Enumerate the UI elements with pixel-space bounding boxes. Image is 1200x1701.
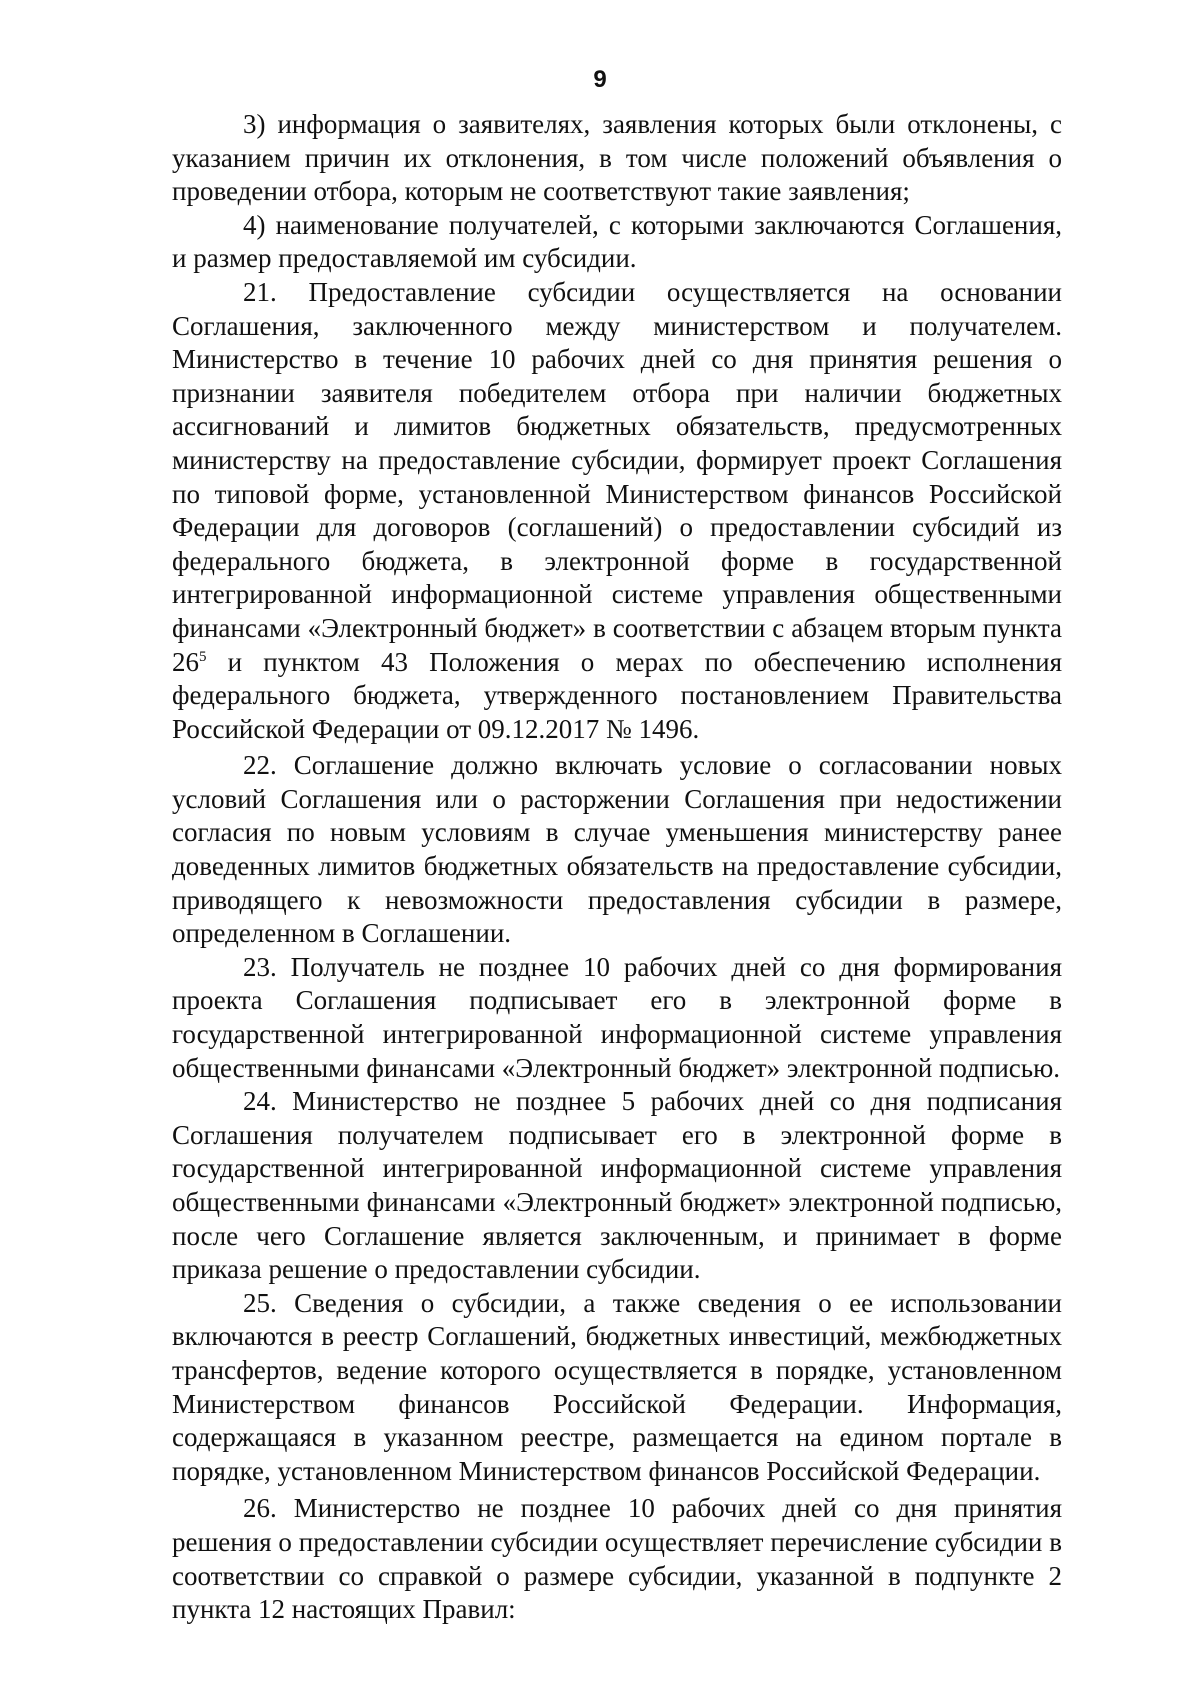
page-number: 9 bbox=[593, 66, 607, 93]
superscript-5: 5 bbox=[199, 648, 207, 665]
paragraph-item-3: 3) информация о заявителях, заявления которых были отклонены, с указанием причин их отклонения, в том числе положений объявления о проведении отбора, которым не соответствуют такие заявления; bbox=[172, 109, 1062, 207]
paragraph-21-text-after: и пунктом 43 Положения о мерах по обеспечению исполнения федерального бюджета, утвержденного постановлением Правительства Российской Федерации от 09.12.2017 № 1496. bbox=[172, 646, 1062, 744]
paragraph-25: 25. Сведения о субсидии, а также сведения о ее использовании включаются в реестр Соглашений, бюджетных инвестиций, межбюджетных трансфертов, ведение которого осуществляется в порядке, установленном Министерством финансов Российской Федерации. Информация, содержащаяся в указанном реестре, размещается на едином портале в порядке, установленном Министерством финансов Российской Федерации. bbox=[172, 1287, 1062, 1486]
paragraph-23: 23. Получатель не позднее 10 рабочих дней со дня формирования проекта Соглашения подписывает его в электронной форме в государственной интегрированной информационной системе управления общественными финансами «Электронный бюджет» электронной подписью. bbox=[172, 951, 1062, 1083]
document-body bbox=[172, 108, 1062, 1627]
paragraph-21 bbox=[172, 276, 1062, 746]
paragraph-26: 26. Министерство не позднее 10 рабочих дней со дня принятия решения о предоставлении субсидии осуществляет перечисление субсидии в соответствии со справкой о размере субсидии, указанной в подпункте 2 пункта 12 настоящих Правил: bbox=[172, 1493, 1062, 1625]
paragraph-24: 24. Министерство не позднее 5 рабочих дней со дня подписания Соглашения получателем подписывает его в электронной форме в государственной интегрированной информационной системе управления общественными финансами «Электронный бюджет» электронной подписью, после чего Соглашение является заключенным, и принимает в форме приказа решение о предоставлении субсидии. bbox=[172, 1086, 1062, 1285]
paragraph-22: 22. Соглашение должно включать условие о согласовании новых условий Соглашения или о расторжении Соглашения при недостижении согласия по новым условиям в случае уменьшения министерству ранее доведенных лимитов бюджетных обязательств на предоставление субсидии, приводящего к невозможности предоставления субсидии в размере, определенном в Соглашении. bbox=[172, 750, 1062, 949]
paragraph-item-4: 4) наименование получателей, с которыми заключаются Соглашения, и размер предоставляемой им субсидии. bbox=[172, 209, 1062, 274]
paragraph-21-text-before: 21. Предоставление субсидии осуществляется на основании Соглашения, заключенного между министерством и получателем. Министерство в течение 10 рабочих дней со дня принятия решения о признании заявителя победителем отбора при наличии бюджетных ассигнований и лимитов бюджетных обязательств, предусмотренных министерству на предоставление субсидии, формирует проект Соглашения по типовой форме, установленной Министерством финансов Российской Федерации для договоров (соглашений) о предоставлении субсидий из федерального бюджета, в электронной форме в государственной интегрированной информационной системе управления общественными финансами «Электронный бюджет» в соответствии с абзацем вторым пункта 26 bbox=[172, 276, 1062, 677]
